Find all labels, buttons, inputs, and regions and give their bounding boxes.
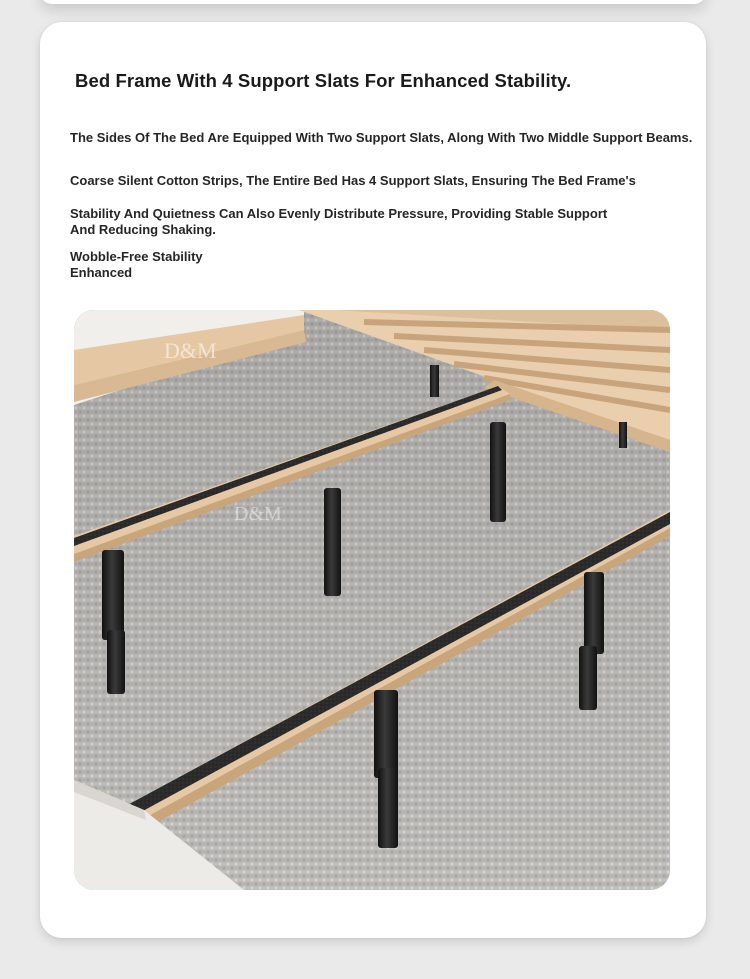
description-line-1: The Sides Of The Bed Are Equipped With Two Support Slats, Along With Two Middle Support Beams. bbox=[70, 130, 693, 145]
previous-card-edge bbox=[40, 0, 706, 4]
description-line-3: Stability And Quietness Can Also Evenly Distribute Pressure, Providing Stable Support And Reducing Shaking. bbox=[70, 206, 608, 237]
feature-card bbox=[40, 22, 706, 938]
section-title: Bed Frame With 4 Support Slats For Enhanced Stability. bbox=[75, 70, 572, 91]
feature-tagline: Wobble-Free Stability Enhanced bbox=[70, 249, 203, 280]
watermark-logo-2: D&M bbox=[234, 503, 282, 525]
watermark-logo-1: D&M bbox=[164, 338, 217, 363]
description-line-2: Coarse Silent Cotton Strips, The Entire Bed Has 4 Support Slats, Ensuring The Bed Frame's bbox=[70, 173, 636, 188]
bed-frame-illustration bbox=[74, 310, 670, 890]
bed-frame-photo bbox=[74, 310, 670, 890]
